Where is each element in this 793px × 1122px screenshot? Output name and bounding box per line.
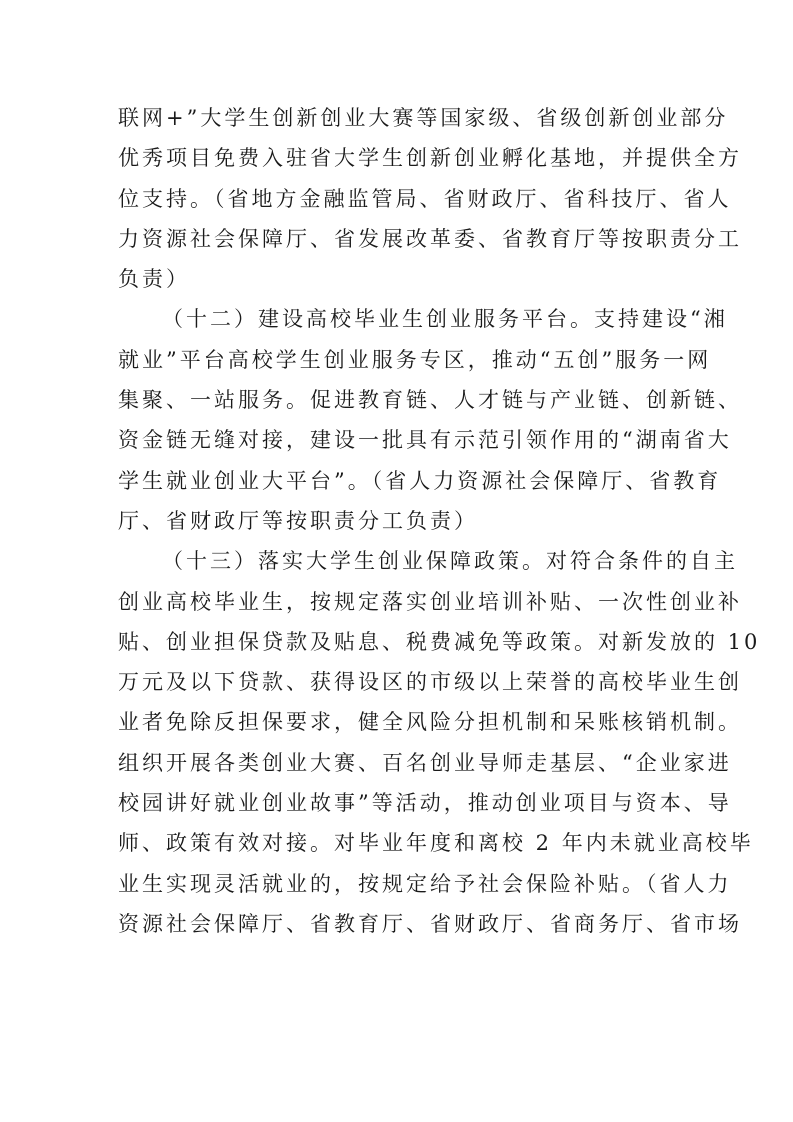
- text-line: 力资源社会保障厅、省发展改革委、省教育厅等按职责分工: [118, 226, 742, 251]
- document-body: [118, 98, 761, 944]
- text-line: 位支持。（省地方金融监管局、省财政厅、省科技厅、省人: [118, 186, 732, 211]
- text-line: 业生实现灵活就业的，按规定给予社会保险补贴。（省人力: [118, 871, 732, 896]
- text-line: 创业高校毕业生，按规定落实创业培训补贴、一次性创业补: [118, 589, 742, 614]
- section-12-heading-line: （十二）建设高校毕业生创业服务平台。支持建设“湘: [162, 307, 728, 332]
- section-13-heading-line: （十三）落实大学生创业保障政策。对符合条件的自主: [162, 549, 738, 574]
- text-line: 业者免除反担保要求，健全风险分担机制和呆账核销机制。: [118, 710, 742, 735]
- text-line: 联网+”大学生创新创业大赛等国家级、省级创新创业部分: [118, 106, 729, 130]
- text-line: 优秀项目免费入驻省大学生创新创业孵化基地，并提供全方: [118, 146, 742, 171]
- text-line: 校园讲好就业创业故事”等活动，推动创业项目与资本、导: [118, 791, 732, 816]
- text-line: 师、政策有效对接。对毕业年度和离校 2 年内未就业高校毕: [118, 831, 754, 856]
- text-line: 集聚、一站服务。促进教育链、人才链与产业链、创新链、: [118, 388, 742, 413]
- text-line: 就业”平台高校学生创业服务专区，推动“五创”服务一网: [118, 347, 712, 372]
- text-line: 组织开展各类创业大赛、百名创业导师走基层、“企业家进: [118, 750, 732, 775]
- text-line: 万元及以下贷款、获得设区的市级以上荣誉的高校毕业生创: [118, 670, 742, 695]
- text-line: 负责）: [118, 267, 190, 292]
- text-line: 厅、省财政厅等按职责分工负责）: [118, 508, 478, 533]
- text-line: 资源社会保障厅、省教育厅、省财政厅、省商务厅、省市场: [118, 911, 742, 936]
- text-line: 贴、创业担保贷款及贴息、税费减免等政策。对新发放的 10: [118, 629, 761, 654]
- text-line: 学生就业创业大平台”。（省人力资源社会保障厅、省教育: [118, 468, 722, 493]
- text-line: 资金链无缝对接，建设一批具有示范引领作用的“湖南省大: [118, 428, 732, 453]
